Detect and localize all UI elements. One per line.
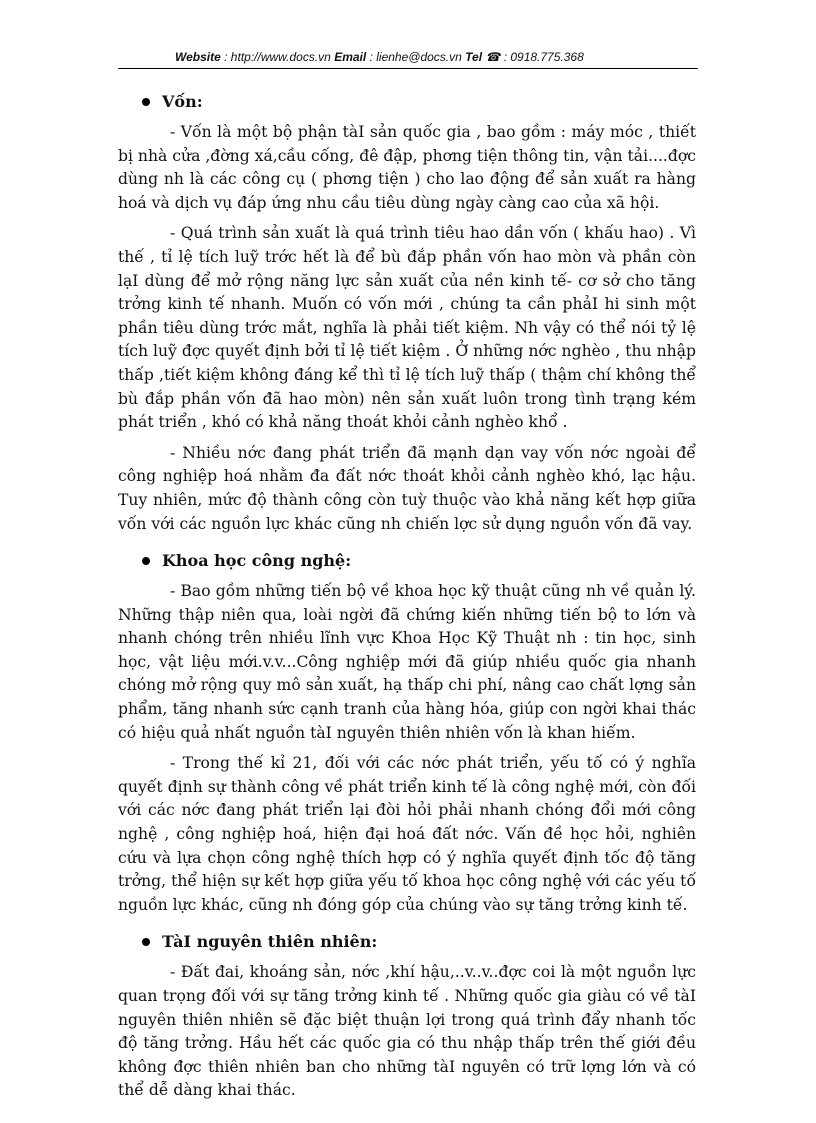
- bullet-icon: [142, 557, 150, 565]
- tel-label: Tel: [465, 50, 483, 64]
- paragraph: - Quá trình sản xuất là quá trình tiêu hao dần vốn ( khấu hao) . Vì thế , tỉ lệ tích luỹ trớc hết là để bù đắp phần vốn hao mòn và phần còn lạI dùng để mở rộng năng lực sản xuất của nền kinh tế- cơ sở cho tăng trởng kinh tế nhanh. Muốn có vốn mới , chúng ta cần phảI hi sinh một phần tiêu dùng trớc mắt, nghĩa là phải tiết kiệm. Nh vậy có thể nói tỷ lệ tích luỹ đợc quyết định bởi tỉ lệ tiết kiệm . Ở những nớc nghèo , thu nhập thấp ,tiết kiệm không đáng kể thì tỉ lệ tích luỹ thấp ( thậm chí không thể bù đắp phần vốn đã hao mòn) nên sản xuất luôn trong tình trạng kém phát triển , khó có khả năng thoát khỏi cảnh nghèo khổ .: [118, 224, 696, 432]
- paragraph: - Đất đai, khoáng sản, nớc ,khí hậu,..v..v..đợc coi là một nguồn lực quan trọng đối với sự tăng trởng kinh tế . Những quốc gia giàu có về tàI nguyên thiên nhiên sẽ đặc biệt thuận lợi trong quá trình đẩy nhanh tốc độ tăng trởng. Hầu hết các quốc gia có thu nhập thấp trên thế giới đều không đợc thiên nhiên ban cho những tàI nguyên có trữ lợng lớn và có thể dễ dàng khai thác.: [118, 963, 696, 1100]
- phone-icon: ☎: [485, 50, 501, 64]
- page-header: [175, 50, 645, 64]
- paragraph: - Vốn là một bộ phận tàI sản quốc gia , bao gồm : máy móc , thiết bị nhà cửa ,đờng xá,cầu cống, đê đập, phơng tiện thông tin, vận tải....đợc dùng nh là các công cụ ( phơng tiện ) cho lao động để sản xuất ra hàng hoá và dịch vụ đáp ứng nhu cầu tiêu dùng ngày càng cao của xã hội.: [118, 123, 696, 212]
- paragraph: - Bao gồm những tiến bộ về khoa học kỹ thuật cũng nh về quản lý. Những thập niên qua, loài ngời đã chứng kiến những tiến bộ to lớn và nhanh chóng trên nhiều lĩnh vực Khoa Học Kỹ Thuật nh : tin học, sinh học, vật liệu mới.v.v...Công nghiệp mới đã giúp nhiều quốc gia nhanh chóng mở rộng quy mô sản xuất, hạ thấp chi phí, nâng cao chất lợng sản phẩm, tăng nhanh sức cạnh tranh của hàng hóa, giúp con ngời khai thác có hiệu quả nhất nguồn tàI nguyên thiên nhiên vốn là khan hiếm.: [118, 582, 696, 742]
- paragraph: - Trong thế kỉ 21, đối với các nớc phát triển, yếu tố có ý nghĩa quyết định sự thành công về phát triển kinh tế là công nghệ mới, còn đối với các nớc đang phát triển lại đòi hỏi phải nhanh chóng đổi mới công nghệ , công nghiệp hoá, hiện đại hoá đất nớc. Vấn đề học hỏi, nghiên cứu và lựa chọn công nghệ thích hợp có ý nghĩa quyết định tốc độ tăng trởng, thể hiện sự kết hợp giữa yếu tố khoa học công nghệ với các yếu tố nguồn lực khác, cũng nh đóng góp của chúng vào sự tăng trởng kinh tế.: [118, 754, 696, 914]
- section-heading-tai-nguyen: [142, 932, 696, 951]
- website-label: Website: [175, 50, 221, 64]
- section-title: Vốn:: [162, 92, 203, 111]
- header-divider: [118, 68, 698, 69]
- section-heading-von: [142, 92, 696, 111]
- website-value: : http://www.docs.vn: [224, 50, 331, 64]
- email-value: : lienhe@docs.vn: [369, 50, 462, 64]
- email-label: Email: [334, 50, 367, 64]
- paragraph: - Nhiều nớc đang phát triển đã mạnh dạn vay vốn nớc ngoài để công nghiệp hoá nhằm đa đất nớc thoát khỏi cảnh nghèo khó, lạc hậu. Tuy nhiên, mức độ thành công còn tuỳ thuộc vào khả năng kết hợp giữa vốn với các nguồn lực khác cũng nh chiến lợc sử dụng nguồn vốn đã vay.: [118, 443, 696, 533]
- section-title: Khoa học công nghệ:: [162, 551, 352, 571]
- tel-value: : 0918.775.368: [503, 50, 584, 64]
- section-heading-khoa-hoc: [142, 551, 696, 570]
- section-title: TàI nguyên thiên nhiên:: [162, 932, 378, 952]
- bullet-icon: [142, 98, 150, 106]
- document-body: [118, 92, 696, 1110]
- bullet-icon: [142, 938, 150, 946]
